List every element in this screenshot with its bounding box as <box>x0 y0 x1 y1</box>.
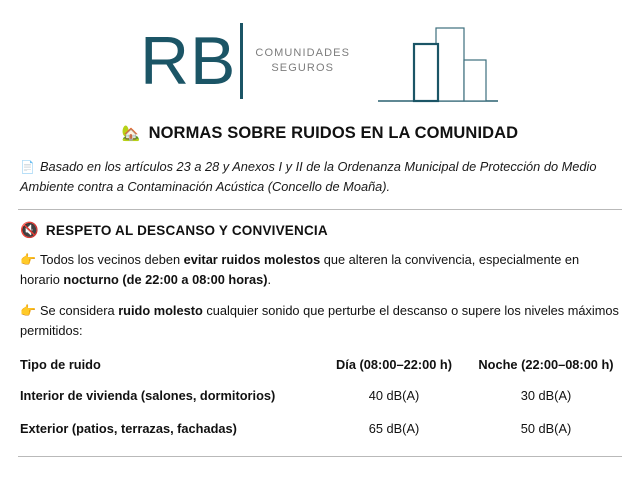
mute-sound-icon: 🔇 <box>20 222 39 239</box>
page-document-icon: 📄 <box>20 160 35 174</box>
logo-divider <box>240 23 243 99</box>
table-body <box>18 379 622 445</box>
house-with-garden-icon: 🏡 <box>121 125 141 142</box>
table-row <box>18 412 622 445</box>
section-heading-text: RESPETO AL DESCANSO Y CONVIVENCIA <box>45 223 328 238</box>
buildings-icon <box>376 18 500 104</box>
noise-limits-table <box>18 354 622 445</box>
section-heading <box>20 223 640 238</box>
cell-noise-type: Exterior (patios, terrazas, fachadas) <box>20 421 237 436</box>
cell-noise-type: Interior de vivienda (salones, dormitorios) <box>20 388 276 403</box>
divider-bottom <box>18 456 622 457</box>
pointing-right-hand-icon: 👉 <box>20 252 36 267</box>
legal-basis-note <box>20 157 620 196</box>
column-header-type: Tipo de ruido <box>20 357 101 372</box>
legal-basis-text: Basado en los artículos 23 a 28 y Anexos I y II de la Ordenanza Municipal de Protección do Medio Ambiente contra a Contaminación Acústica (Concello de Moaña). <box>20 159 597 194</box>
bullet-paragraph <box>20 250 620 289</box>
logo-header <box>0 0 640 118</box>
column-header-day: Día (08:00–22:00 h) <box>336 357 452 372</box>
table-row <box>18 379 622 412</box>
logo-tagline-line1: COMUNIDADES <box>255 47 351 59</box>
cell-night-limit: 30 dB(A) <box>520 388 572 403</box>
column-header-night: Noche (22:00–08:00 h) <box>478 357 614 372</box>
cell-day-limit: 40 dB(A) <box>368 388 420 403</box>
pointing-right-hand-icon: 👉 <box>20 303 36 318</box>
cell-day-limit: 65 dB(A) <box>368 421 420 436</box>
page-title-text: NORMAS SOBRE RUIDOS EN LA COMUNIDAD <box>148 124 519 142</box>
logo-wordmark: RB <box>139 23 237 99</box>
page-title <box>0 124 640 143</box>
bullet-text: Se considera ruido molesto cualquier sonido que perturbe el descanso o supere los niveles máximos permitidos: <box>20 303 619 338</box>
logo-tagline <box>255 46 350 76</box>
cell-night-limit: 50 dB(A) <box>520 421 572 436</box>
table-header-row <box>18 354 622 379</box>
divider-top <box>18 209 622 210</box>
bullet-paragraph <box>20 301 620 340</box>
bullet-text: Todos los vecinos deben evitar ruidos molestos que alteren la convivencia, especialmente en horario nocturno (de 22:00 a 08:00 horas). <box>20 252 580 287</box>
rb-logo <box>140 19 500 103</box>
logo-tagline-line2: SEGUROS <box>271 62 335 74</box>
